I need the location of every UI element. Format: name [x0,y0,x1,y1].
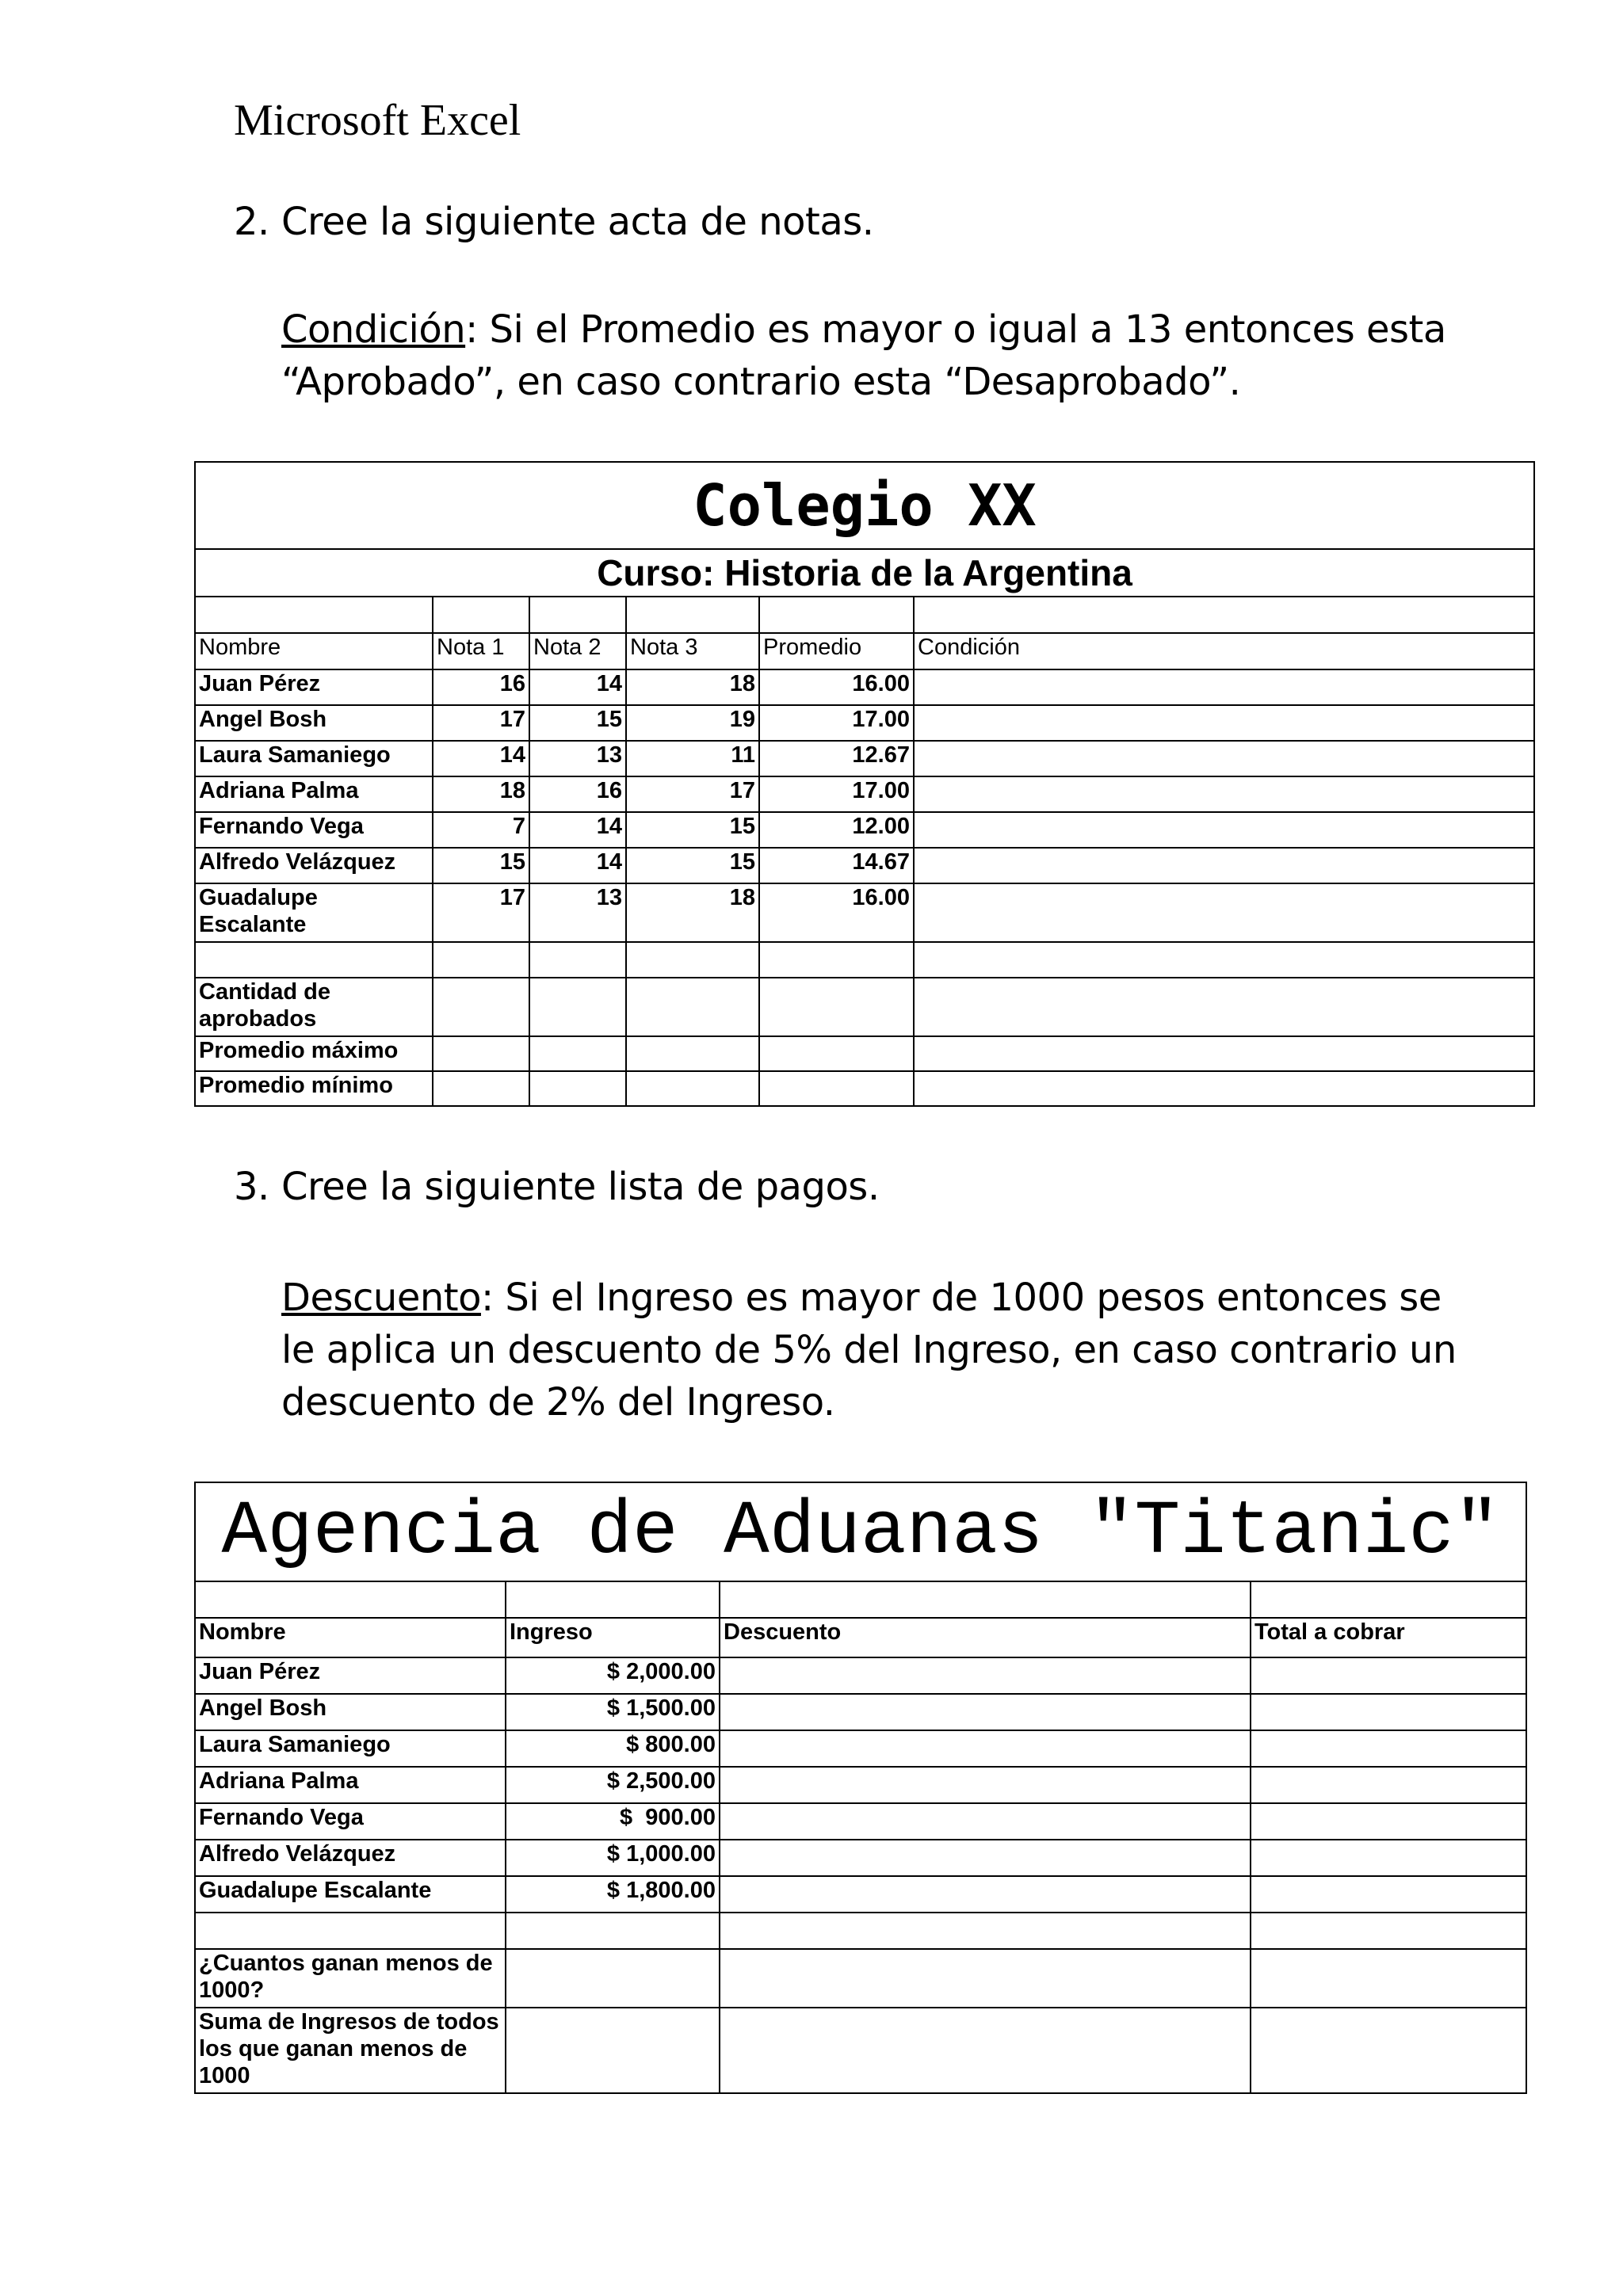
income[interactable]: $ 900.00 [506,1803,720,1840]
grade-1[interactable]: 17 [433,705,529,741]
discount-cell[interactable] [720,1694,1251,1730]
discount-label: Descuento [281,1276,481,1320]
income[interactable]: $ 1,500.00 [506,1694,720,1730]
empty-cell[interactable] [529,1071,626,1106]
empty-cell[interactable] [759,1036,914,1071]
empty-cell[interactable] [720,2008,1251,2093]
summary-label: ¿Cuantos ganan menos de 1000? [195,1949,506,2008]
empty-cell[interactable] [195,1913,506,1949]
summary-label: Cantidad de aprobados [195,978,433,1036]
average[interactable]: 17.00 [759,705,914,741]
employee-name[interactable]: Laura Samaniego [195,1730,506,1767]
grade-2[interactable]: 16 [529,776,626,812]
exercise-number: 3. [234,1165,269,1209]
empty-cell[interactable] [195,1581,506,1618]
discount-cell[interactable] [720,1730,1251,1767]
grade-2[interactable]: 14 [529,669,626,705]
grade-2[interactable]: 15 [529,705,626,741]
empty-cell[interactable] [914,978,1534,1036]
discount-cell[interactable] [720,1840,1251,1876]
empty-cell[interactable] [1251,1949,1526,2008]
condition-cell[interactable] [914,848,1534,883]
student-name[interactable]: Angel Bosh [195,705,433,741]
income[interactable]: $ 1,000.00 [506,1840,720,1876]
empty-cell[interactable] [914,1036,1534,1071]
empty-cell[interactable] [433,1036,529,1071]
total-cell[interactable] [1251,1694,1526,1730]
empty-cell[interactable] [506,2008,720,2093]
employee-name[interactable]: Juan Pérez [195,1657,506,1694]
grade-1[interactable]: 7 [433,812,529,848]
empty-cell[interactable] [720,1949,1251,2008]
average[interactable]: 17.00 [759,776,914,812]
discount-cell[interactable] [720,1803,1251,1840]
empty-cell[interactable] [433,1071,529,1106]
empty-cell[interactable] [626,1036,759,1071]
discount-text-line3: descuento de 2% del Ingreso. [281,1380,835,1425]
exercise-number: 2. [234,200,269,244]
grade-2[interactable]: 13 [529,883,626,942]
total-cell[interactable] [1251,1730,1526,1767]
summary-label: Promedio máximo [195,1036,433,1071]
empty-cell[interactable] [506,1913,720,1949]
grade-1[interactable]: 14 [433,741,529,776]
table-row [195,705,1534,741]
total-cell[interactable] [1251,1876,1526,1913]
total-cell[interactable] [1251,1767,1526,1803]
condition-cell[interactable] [914,776,1534,812]
document-header: Microsoft Excel [234,96,521,145]
table-subtitle: Curso: Historia de la Argentina [195,549,1534,597]
table-row [195,1876,1526,1913]
empty-cell[interactable] [626,942,759,978]
income[interactable]: $ 1,800.00 [506,1876,720,1913]
empty-cell[interactable] [529,597,626,633]
grade-1[interactable]: 17 [433,883,529,942]
empty-cell[interactable] [195,942,433,978]
grade-2[interactable]: 14 [529,812,626,848]
average[interactable]: 14.67 [759,848,914,883]
employee-name[interactable]: Fernando Vega [195,1803,506,1840]
exercise-instruction: Cree la siguiente acta de notas. [281,200,874,244]
discount-cell[interactable] [720,1657,1251,1694]
total-cell[interactable] [1251,1657,1526,1694]
condition-cell[interactable] [914,812,1534,848]
employee-name[interactable]: Adriana Palma [195,1767,506,1803]
student-name[interactable]: Alfredo Velázquez [195,848,433,883]
table-row [195,1767,1526,1803]
empty-cell[interactable] [1251,2008,1526,2093]
empty-cell[interactable] [433,942,529,978]
empty-cell[interactable] [914,942,1534,978]
condition-text-line2: “Aprobado”, en caso contrario esta “Desaprobado”. [281,360,1241,404]
column-header: Nota 3 [626,633,759,669]
table-title: Colegio XX [195,462,1534,549]
table-row [195,776,1534,812]
discount-cell[interactable] [720,1767,1251,1803]
discount-cell[interactable] [720,1876,1251,1913]
table-title: Agencia de Aduanas "Titanic" [195,1482,1526,1581]
empty-cell[interactable] [506,1949,720,2008]
table-row [195,1803,1526,1840]
grades-table [194,461,1535,1107]
income[interactable]: $ 2,000.00 [506,1657,720,1694]
empty-cell[interactable] [529,942,626,978]
discount-text-line2: le aplica un descuento de 5% del Ingreso, en caso contrario un [281,1328,1457,1372]
table-row [195,1840,1526,1876]
empty-cell[interactable] [529,1036,626,1071]
condition-cell[interactable] [914,741,1534,776]
empty-cell[interactable] [759,1071,914,1106]
discount-text-line1: : Si el Ingreso es mayor de 1000 pesos entonces se [480,1276,1442,1320]
employee-name[interactable]: Alfredo Velázquez [195,1840,506,1876]
column-header: Ingreso [506,1618,720,1657]
empty-cell[interactable] [626,978,759,1036]
exercise-3-discount [281,1272,1486,1428]
empty-cell[interactable] [626,597,759,633]
column-header: Nota 1 [433,633,529,669]
table-row [195,883,1534,942]
column-header: Total a cobrar [1251,1618,1526,1657]
summary-label: Suma de Ingresos de todos los que ganan menos de 1000 [195,2008,506,2093]
grade-3[interactable]: 19 [626,705,759,741]
empty-cell[interactable] [626,1071,759,1106]
table-row [195,1730,1526,1767]
student-name[interactable]: Fernando Vega [195,812,433,848]
empty-cell[interactable] [433,597,529,633]
grade-1[interactable]: 16 [433,669,529,705]
grade-2[interactable]: 14 [529,848,626,883]
income[interactable]: $ 2,500.00 [506,1767,720,1803]
empty-cell[interactable] [720,1913,1251,1949]
empty-cell[interactable] [914,597,1534,633]
empty-cell[interactable] [1251,1581,1526,1618]
empty-cell[interactable] [759,597,914,633]
column-header: Nota 2 [529,633,626,669]
table-row [195,1657,1526,1694]
empty-cell[interactable] [433,978,529,1036]
exercise-2-condition [281,303,1486,408]
grade-3[interactable]: 17 [626,776,759,812]
student-name[interactable]: Guadalupe Escalante [195,883,433,942]
empty-cell[interactable] [720,1581,1251,1618]
grade-3[interactable]: 18 [626,883,759,942]
total-cell[interactable] [1251,1803,1526,1840]
grade-3[interactable]: 15 [626,812,759,848]
grade-1[interactable]: 15 [433,848,529,883]
empty-cell[interactable] [195,597,433,633]
payments-table [194,1482,1527,2094]
employee-name[interactable]: Angel Bosh [195,1694,506,1730]
column-header: Promedio [759,633,914,669]
column-header: Descuento [720,1618,1251,1657]
condition-cell[interactable] [914,705,1534,741]
income[interactable]: $ 800.00 [506,1730,720,1767]
condition-cell[interactable] [914,669,1534,705]
grade-1[interactable]: 18 [433,776,529,812]
empty-cell[interactable] [1251,1913,1526,1949]
grade-3[interactable]: 18 [626,669,759,705]
table-row [195,1694,1526,1730]
average[interactable]: 12.00 [759,812,914,848]
condition-label: Condición [281,307,466,352]
average[interactable]: 12.67 [759,741,914,776]
empty-cell[interactable] [529,978,626,1036]
student-name[interactable]: Juan Pérez [195,669,433,705]
column-header: Condición [914,633,1534,669]
summary-label: Promedio mínimo [195,1071,433,1106]
table-row [195,669,1534,705]
student-name[interactable]: Laura Samaniego [195,741,433,776]
employee-name[interactable]: Guadalupe Escalante [195,1876,506,1913]
exercise-instruction: Cree la siguiente lista de pagos. [281,1165,880,1209]
student-name[interactable]: Adriana Palma [195,776,433,812]
column-header: Nombre [195,1618,506,1657]
table-row [195,812,1534,848]
grade-2[interactable]: 13 [529,741,626,776]
total-cell[interactable] [1251,1840,1526,1876]
average[interactable]: 16.00 [759,669,914,705]
average[interactable]: 16.00 [759,883,914,942]
table-row [195,741,1534,776]
grade-3[interactable]: 11 [626,741,759,776]
table-row [195,848,1534,883]
condition-text-line1: : Si el Promedio es mayor o igual a 13 entonces esta [465,307,1446,352]
empty-cell[interactable] [506,1581,720,1618]
empty-cell[interactable] [759,942,914,978]
condition-cell[interactable] [914,883,1534,942]
empty-cell[interactable] [759,978,914,1036]
grade-3[interactable]: 15 [626,848,759,883]
column-header: Nombre [195,633,433,669]
empty-cell[interactable] [914,1071,1534,1106]
